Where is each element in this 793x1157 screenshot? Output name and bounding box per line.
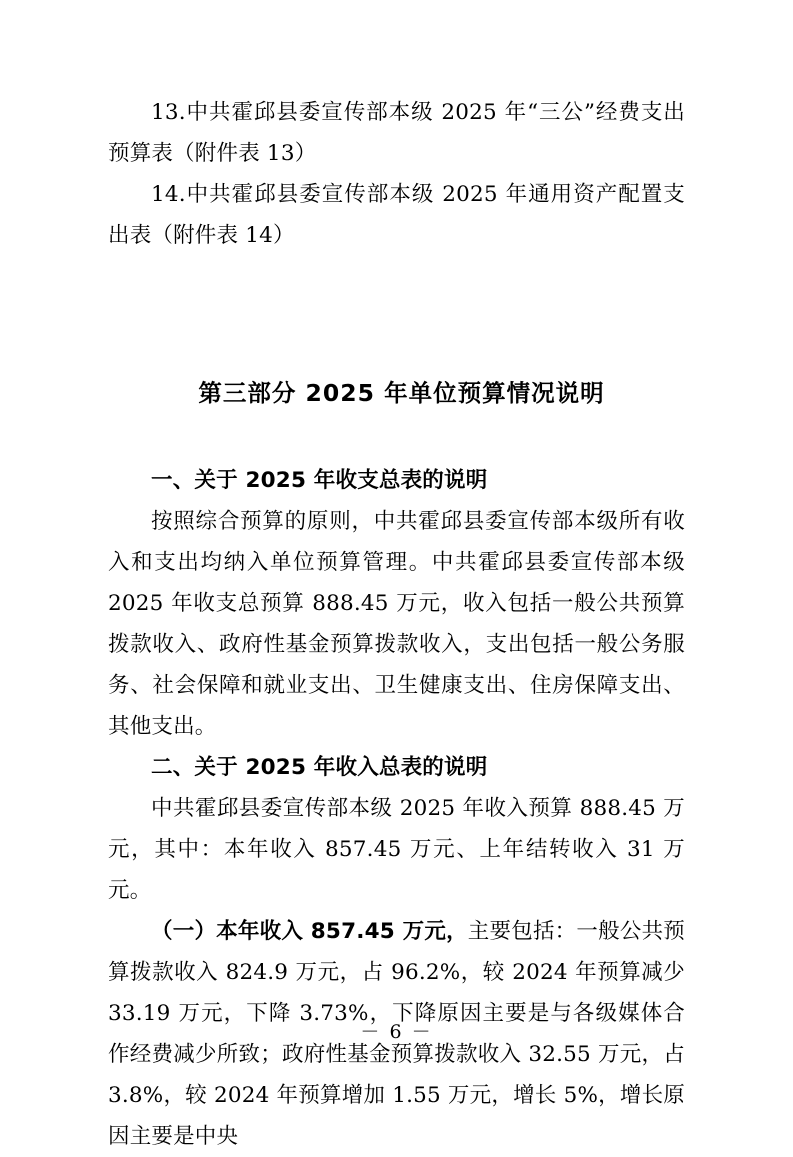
attachment-list-item-14: 14.中共霍邱县委宣传部本级 2025 年通用资产配置支出表（附件表 14）	[108, 182, 685, 248]
section-heading-1: 一、关于 2025 年收支总表的说明	[151, 468, 488, 493]
sub-paragraph-body: 主要包括：一般公共预算拨款收入 824.9 万元，占 96.2%，较 2024 年预算减少 33.19 万元，下降 3.73%，下降原因主要是与各级媒体合作经费减少所致；政府性基金预算拨款收入 32.55 万元，占 3.8%，较 2024 年预算增加 1.55 万元，增长 5%，增长原因主要是中央	[108, 919, 693, 1149]
section-1-paragraph: 按照综合预算的原则，中共霍邱县委宣传部本级所有收入和支出均纳入单位预算管理。中共霍邱县委宣传部本级 2025 年收支总预算 888.45 万元，收入包括一般公共预算拨款收入、政府性基金预算拨款收入，支出包括一般公务服务、社会保障和就业支出、卫生健康支出、住房保障支出、其他支出。	[108, 509, 693, 739]
spacer-after-title	[108, 408, 685, 460]
spacer	[108, 256, 685, 374]
sub-paragraph-lead: （一）本年收入 857.45 万元，	[151, 919, 468, 944]
attachment-list-item-13: 13.中共霍邱县委宣传部本级 2025 年“三公”经费支出预算表（附件表 13）	[108, 100, 685, 166]
part-title: 第三部分 2025 年单位预算情况说明	[198, 379, 605, 407]
page-number: － 6 －	[360, 1021, 433, 1043]
section-heading-2: 二、关于 2025 年收入总表的说明	[151, 755, 488, 780]
section-2-paragraph: 中共霍邱县委宣传部本级 2025 年收入预算 888.45 万元，其中：本年收入 857.45 万元、上年结转收入 31 万元。	[108, 796, 685, 903]
